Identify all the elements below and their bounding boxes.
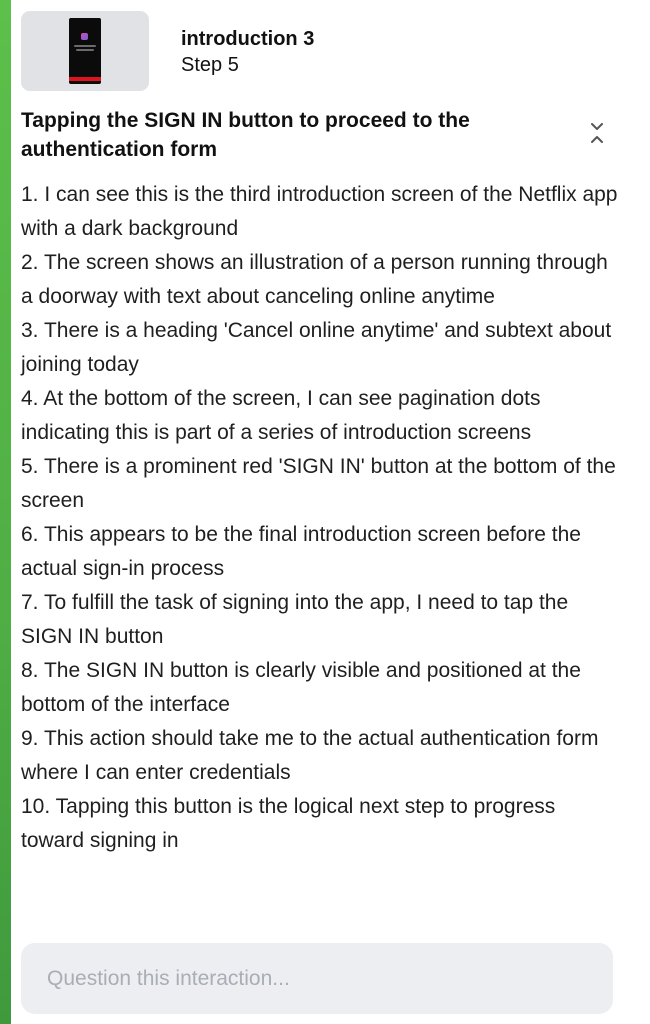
accent-bar — [0, 0, 11, 1024]
reasoning-step: 5. There is a prominent red 'SIGN IN' button at the bottom of the screen — [21, 455, 616, 512]
reasoning-step: 9. This action should take me to the actual authentication form where I can enter credentials — [21, 727, 599, 784]
header-titles — [181, 11, 314, 78]
question-box[interactable] — [21, 943, 613, 1014]
chevron-up-icon — [586, 133, 608, 145]
reasoning-step: 2. The screen shows an illustration of a person running through a doorway with text about canceling online anytime — [21, 251, 608, 308]
question-input[interactable] — [45, 966, 589, 992]
reasoning-step: 8. The SIGN IN button is clearly visible and positioned at the bottom of the interface — [21, 659, 581, 716]
reasoning-steps-list — [21, 178, 621, 858]
step-header — [21, 11, 314, 91]
chevron-down-icon — [586, 121, 608, 133]
reasoning-step: 4. At the bottom of the screen, I can see pagination dots indicating this is part of a series of introduction screens — [21, 387, 541, 444]
reasoning-step: 3. There is a heading 'Cancel online anytime' and subtext about joining today — [21, 319, 612, 376]
action-title: Tapping the SIGN IN button to proceed to the authentication form — [21, 109, 470, 161]
preview-subtext-line — [76, 49, 94, 51]
step-label: Step 5 — [181, 54, 239, 76]
phone-preview — [69, 18, 101, 84]
chevron-up-down-icon[interactable] — [586, 121, 608, 149]
reasoning-step: 7. To fulfill the task of signing into the app, I need to tap the SIGN IN button — [21, 591, 569, 648]
preview-heading-line — [74, 45, 96, 47]
preview-sign-in-button — [69, 77, 101, 81]
app-logo-icon — [81, 33, 88, 40]
reasoning-step: 10. Tapping this button is the logical next step to progress toward signing in — [21, 795, 556, 852]
screen-title: introduction 3 — [181, 28, 315, 50]
screenshot-thumbnail[interactable] — [21, 11, 149, 91]
reasoning-step: 6. This appears to be the final introduction screen before the actual sign-in process — [21, 523, 581, 580]
reasoning-step: 1. I can see this is the third introduction screen of the Netflix app with a dark background — [21, 183, 618, 240]
